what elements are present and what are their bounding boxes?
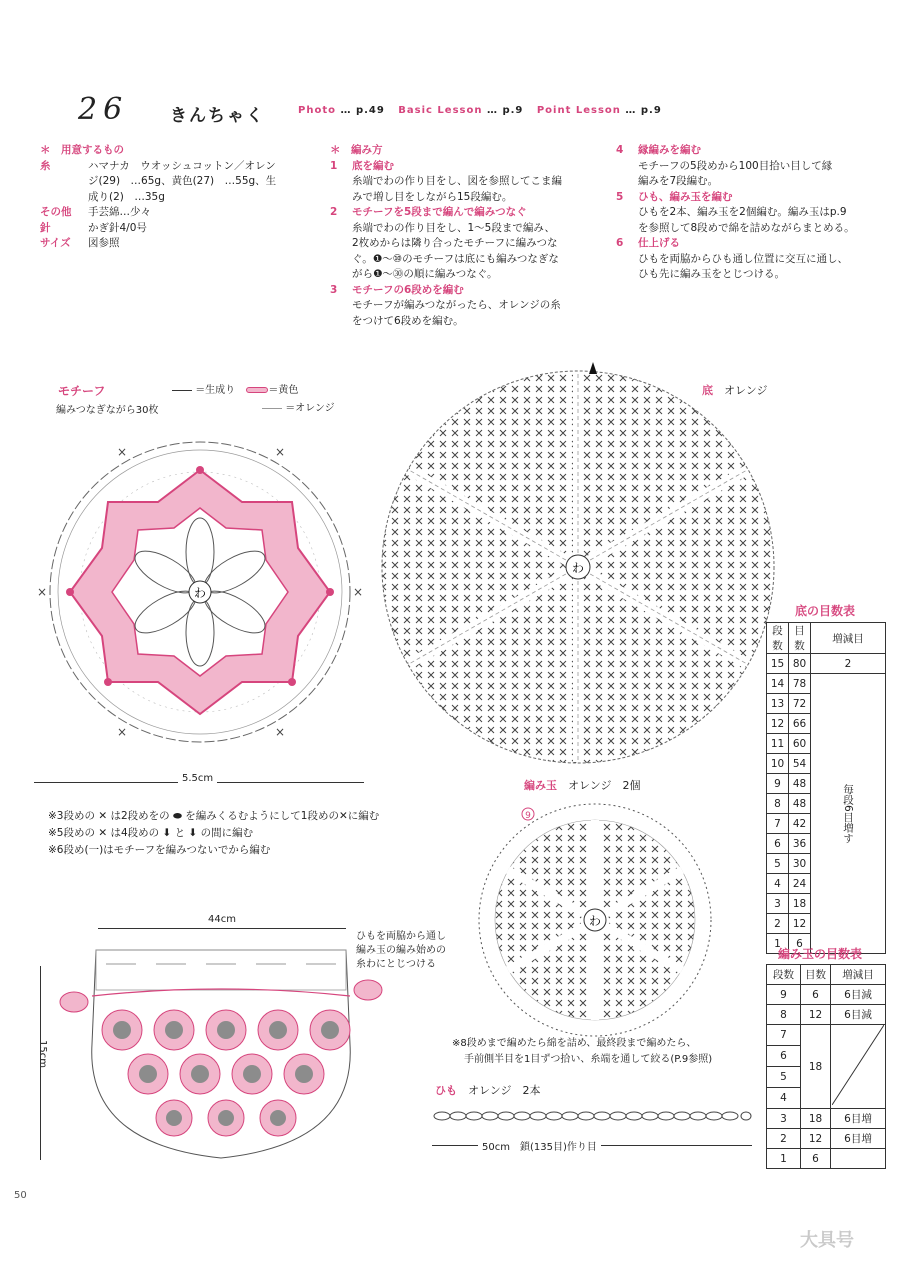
table-row: 14 78 毎段6目増す	[767, 674, 886, 694]
watermark: 大具号	[800, 1230, 854, 1251]
legend-yellow: ＝黄色	[268, 385, 299, 396]
motif-diagram	[30, 440, 370, 770]
table-row: 8 48	[767, 794, 886, 814]
cord-color: オレンジ	[468, 1084, 512, 1097]
basic-lesson-ref-label: Basic Lesson	[398, 105, 483, 116]
merged-count-cell: 18	[801, 1025, 831, 1109]
diagonal-slash	[832, 1025, 884, 1105]
table-row: 3 18	[767, 894, 886, 914]
svg-text:×: ×	[116, 725, 128, 739]
photo-ref-page: p.49	[355, 105, 385, 116]
motif-notes: ※3段めの ✕ は2段めをの ⬬ を編みくるむようにして1段めの✕に編む ※5段めの ✕ は4段めの ⬇ と ⬇ の間に編む ※6段め(一)はモチーフを編みつないでから編む	[48, 810, 380, 856]
svg-text:×: ×	[116, 445, 128, 459]
svg-text:×: ×	[36, 585, 48, 599]
materials-section: ＊ 用意するもの 糸 ハマナカ ウオッシュコットン／オレン ジ(29) …65g、黄色(27) …55g、生 成り(2) …35g その他 手芸綿…少々 針 かぎ針4/0号 サイズ 図参照	[40, 143, 310, 252]
table-row: 9 6 6目減	[767, 985, 886, 1005]
table-row: 5	[767, 1067, 886, 1088]
photo-ref-label: Photo	[298, 105, 336, 116]
ball-table-title: 編み玉の目数表	[778, 947, 863, 961]
ball-label	[524, 777, 640, 793]
ball-diagram	[470, 800, 720, 1040]
bottom-stitch-table: 段数 目数 増減目 15 80 2 14 78 毎段6目増す 13 72 12 66 11 60 10 54 9 48 8 48 7 42 6 36 5 30 4 24 3 18 2 12 1 6	[766, 622, 886, 954]
table-row: 15 80 2	[767, 654, 886, 674]
svg-text:わ: わ	[588, 914, 602, 928]
ball-qty: 2個	[622, 779, 641, 792]
method-section-2: 4 縁編みを編む モチーフの5段めから100目拾い目して縁 編みを7段編む。 5 ひも、編み玉を編む ひもを2本、編み玉を2個編む。編み玉はp.9 を参照して8段めで綿を詰めながらまとめる。 6 仕上げる ひもを両脇からひも通し位置に交互に通し、 ひも先に編み玉をとじつける。	[616, 143, 886, 283]
bottom-table-title: 底の目数表	[795, 604, 856, 618]
bottom-title: 底	[702, 384, 713, 397]
cord-chain-diagram	[432, 1108, 752, 1124]
materials-row-yarn: 糸 ハマナカ ウオッシュコットン／オレン ジ(29) …65g、黄色(27) …55g、生 成り(2) …35g	[40, 159, 277, 203]
table-row: 1 6	[767, 1149, 886, 1169]
ball-color: オレンジ	[568, 779, 612, 792]
pattern-title: きんちゃく	[170, 106, 265, 126]
table-row: 2 12	[767, 914, 886, 934]
table-row: 7 18	[767, 1025, 886, 1046]
step-4-title: 4 縁編みを編む	[616, 144, 701, 156]
method-heading: 編み方	[351, 144, 383, 156]
table-row: 7 42	[767, 814, 886, 834]
legend-orange: ＝オレンジ	[285, 403, 335, 414]
bottom-color: オレンジ	[724, 384, 768, 397]
step-3-title: 3 モチーフの6段めを編む	[330, 283, 464, 296]
cord-caption: 50cm 鎖(135目)作り目	[478, 1138, 601, 1153]
point-lesson-ref-label: Point Lesson	[536, 105, 621, 116]
motif-title: モチーフ	[58, 384, 106, 398]
table-row: 6	[767, 1046, 886, 1067]
table-row: 6 36	[767, 834, 886, 854]
cord-title: ひも	[435, 1084, 457, 1097]
bag-annotation: ひもを両脇から通し 編み玉の編み始めの 糸わにとじつける	[356, 931, 446, 970]
step-5-title: 5 ひも、編み玉を編む	[616, 190, 733, 203]
motif-subtitle: 編みつなぎながら30枚	[56, 405, 159, 416]
bag-height-line	[40, 966, 41, 1160]
svg-text:わ: わ	[193, 586, 207, 600]
materials-row-size: サイズ 図参照	[40, 237, 120, 249]
pattern-number: 26	[78, 92, 129, 127]
svg-text:9: 9	[525, 811, 531, 821]
bag-diagram	[56, 934, 386, 1166]
bag-height-label: 15cm	[37, 1040, 48, 1068]
bottom-diagram	[378, 362, 778, 766]
materials-row-hook: 針 かぎ針4/0号	[40, 221, 147, 234]
materials-row-other: その他 手芸綿…少々	[40, 206, 151, 218]
cord-qty: 2本	[522, 1084, 541, 1097]
table-row: 13 72	[767, 694, 886, 714]
table-row: 2 12 6目増	[767, 1129, 886, 1149]
bag-width-line	[98, 928, 346, 929]
table-row: 4	[767, 1088, 886, 1109]
svg-text:×: ×	[274, 725, 286, 739]
legend-natural: ＝生成り	[195, 385, 236, 396]
merged-change-label: 毎段6目増す	[842, 783, 854, 844]
method-section-1: ＊ 編み方 1 底を編む 糸端でわの作り目をし、図を参照してこま編 みで増し目をしながら15段編む。 2 モチーフを5段まで編んで編みつなぐ 糸端でわの作り目をし、1～5段まで編み、 2枚めからは隣り合ったモチーフに編みつな ぐ。❶～⑩のモチーフは底にも編みつなぎな がら❶～㉚の順に編みつなぐ。 3 モチーフの6段めを編む モチーフが編みつながったら、オレンジの糸 をつけて6段めを編む。	[330, 143, 600, 329]
table-row: 8 12 6目減	[767, 1005, 886, 1025]
table-row: 3 18 6目増	[767, 1109, 886, 1129]
cord-label	[435, 1082, 540, 1098]
table-row: 12 66	[767, 714, 886, 734]
table-row: 5 30	[767, 854, 886, 874]
basic-lesson-ref-page: p.9	[502, 105, 524, 116]
ball-stitch-table: 段数 目数 増減目 9 6 6目減 8 12 6目減 7 18 6 5 4 3 18 6目増 2 12 6目増 1 6	[766, 964, 886, 1169]
page-number: 50	[14, 1190, 27, 1201]
motif-width-label: 5.5cm	[178, 773, 217, 784]
svg-text:わ: わ	[571, 561, 585, 575]
point-lesson-ref-page: p.9	[640, 105, 662, 116]
svg-text:×: ×	[274, 445, 286, 459]
ball-note: ※8段めまで編めたら綿を詰め、最終段まで編めたら、 手前側半目を1目ずつ拾い、糸端を通して絞る(P.9参照)	[452, 1038, 713, 1065]
step-6-title: 6 仕上げる	[616, 237, 680, 249]
table-row: 11 60	[767, 734, 886, 754]
step-1-title: 1 底を編む	[330, 159, 394, 172]
table-row: 9 48	[767, 774, 886, 794]
bag-width-label: 44cm	[208, 914, 236, 925]
table-row: 1 6	[767, 934, 886, 954]
table-row: 4 24	[767, 874, 886, 894]
step-2-title: 2 モチーフを5段まで編んで編みつなぐ	[330, 206, 527, 218]
table-row: 10 54	[767, 754, 886, 774]
page-references: Photo … p.49 Basic Lesson … p.9 Point Lesson … p.9	[298, 105, 662, 116]
ball-title: 編み玉	[524, 779, 557, 792]
svg-text:×: ×	[352, 585, 364, 599]
materials-heading: 用意するもの	[61, 144, 124, 156]
motif-legend	[172, 382, 335, 418]
